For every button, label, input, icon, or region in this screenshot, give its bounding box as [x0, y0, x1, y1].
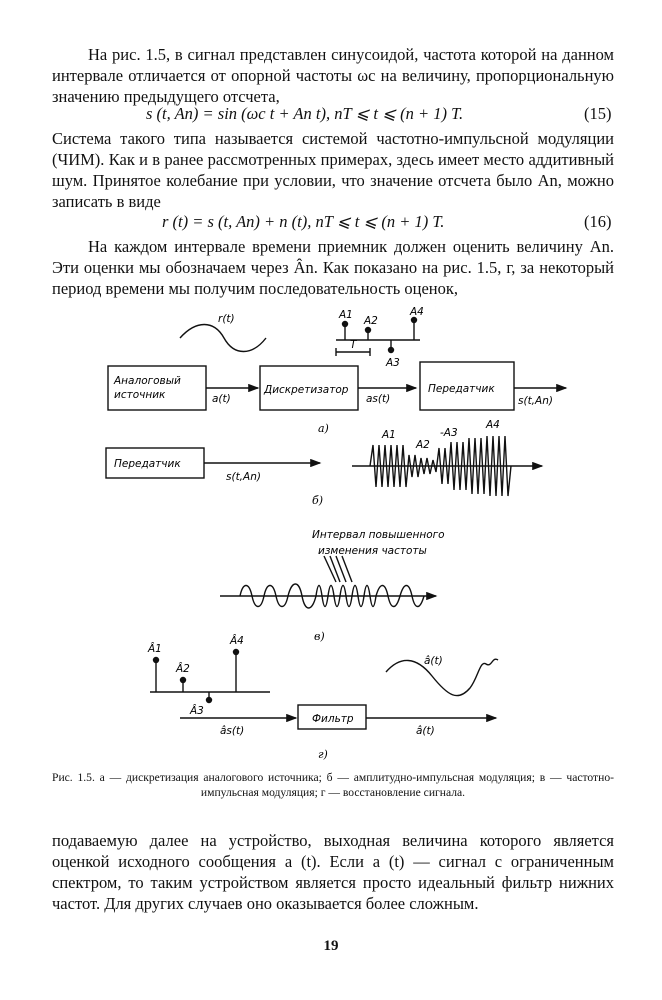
- page-number: 19: [323, 938, 339, 954]
- figure-caption: Рис. 1.5. а — дискретизация аналогового источника; б — амплитудно-импульсная модуляция; в — частотно-импульсная модуляция; г — восстановление сигнала.: [52, 771, 614, 799]
- panel-label-d: г): [318, 748, 328, 760]
- as-t-label: as(t): [366, 393, 391, 405]
- sampler-label: Дискретизатор: [264, 384, 349, 396]
- equation-15: s (t, An) = sin (ωc t + An t), nT ⩽ t ⩽ (n + 1) T.: [146, 104, 464, 123]
- transmitter-label-a: Передатчик: [428, 383, 495, 395]
- paragraph-1: На рис. 1.5, в сигнал представлен синусоидой, частота которой на данном интервале отличается от опорной частоты ωc на величину, пропорциональную значению предыдущего отсчета,: [52, 45, 614, 106]
- amp-label-a1: A1: [382, 429, 396, 441]
- r-t-label: r(t): [218, 313, 235, 325]
- as-hat-t-label: âs(t): [220, 725, 245, 737]
- paragraph-2: Система такого типа называется системой частотно-импульсной модуляции (ЧИМ). Как и в ранее рассмотренных примерах, здесь имеет место аддитивный шум. Принятое колебание при условии, что значение отсчета было An, можно записать в виде: [52, 129, 614, 211]
- fm-annotation-line1: Интервал повышенного: [312, 529, 445, 541]
- estimate-label-a4: Â4: [230, 635, 244, 647]
- analog-source-block: [108, 366, 206, 410]
- paragraph-3: На каждом интервале времени приемник должен оценить величину An. Эти оценки мы обозначаем через Ân. Как показано на рис. 1.5, г, за некоторый период времени мы получим последовательность оценок,: [52, 237, 614, 298]
- sample-label-a4: A4: [410, 306, 424, 318]
- analog-source-label-line2: источник: [114, 389, 166, 401]
- estimate-label-a2: Â2: [176, 663, 190, 675]
- paragraph-4: подаваемую далее на устройство, выходная величина которого является оценкой исходного сообщения a (t). Если a (t) — сигнал с ограниченным спектром, то таким устройством является просто идеальный фильтр нижних частот. Для других случаев оно оказывается более сложным.: [52, 831, 614, 913]
- amp-label-a4: A4: [486, 419, 500, 431]
- sample-label-a2: A2: [364, 315, 378, 327]
- a-t-label: a(t): [212, 393, 231, 405]
- fm-annotation-line2: изменения частоты: [318, 545, 427, 557]
- estimate-label-a1: Â1: [148, 643, 162, 655]
- panel-label-b: б): [312, 494, 324, 507]
- amp-label-a3: -A3: [440, 427, 458, 439]
- a-hat-t-label-top: â(t): [424, 655, 443, 667]
- estimate-label-a3: Â3: [190, 705, 204, 717]
- amp-label-a2: A2: [416, 439, 430, 451]
- figure-1-5: [0, 300, 662, 760]
- equation-16-number: (16): [584, 212, 612, 231]
- period-label: T: [350, 339, 357, 351]
- filter-label: Фильтр: [312, 713, 354, 725]
- analog-source-label-line1: Аналоговый: [114, 375, 181, 387]
- sample-label-a1: A1: [339, 309, 353, 321]
- a-hat-t-label-output: â(t): [416, 725, 435, 737]
- equation-15-number: (15): [584, 104, 612, 123]
- panel-label-a: а): [318, 422, 329, 435]
- equation-16: r (t) = s (t, An) + n (t), nT ⩽ t ⩽ (n + 1) T.: [162, 212, 445, 231]
- r-t-sine-curve: [180, 325, 266, 352]
- sample-label-a3: A3: [386, 357, 400, 369]
- panel-label-c: в): [314, 630, 325, 643]
- s-t-an-label-a: s(t,An): [518, 395, 553, 407]
- transmitter-label-b: Передатчик: [114, 458, 181, 470]
- s-t-an-label-b: s(t,An): [226, 471, 261, 483]
